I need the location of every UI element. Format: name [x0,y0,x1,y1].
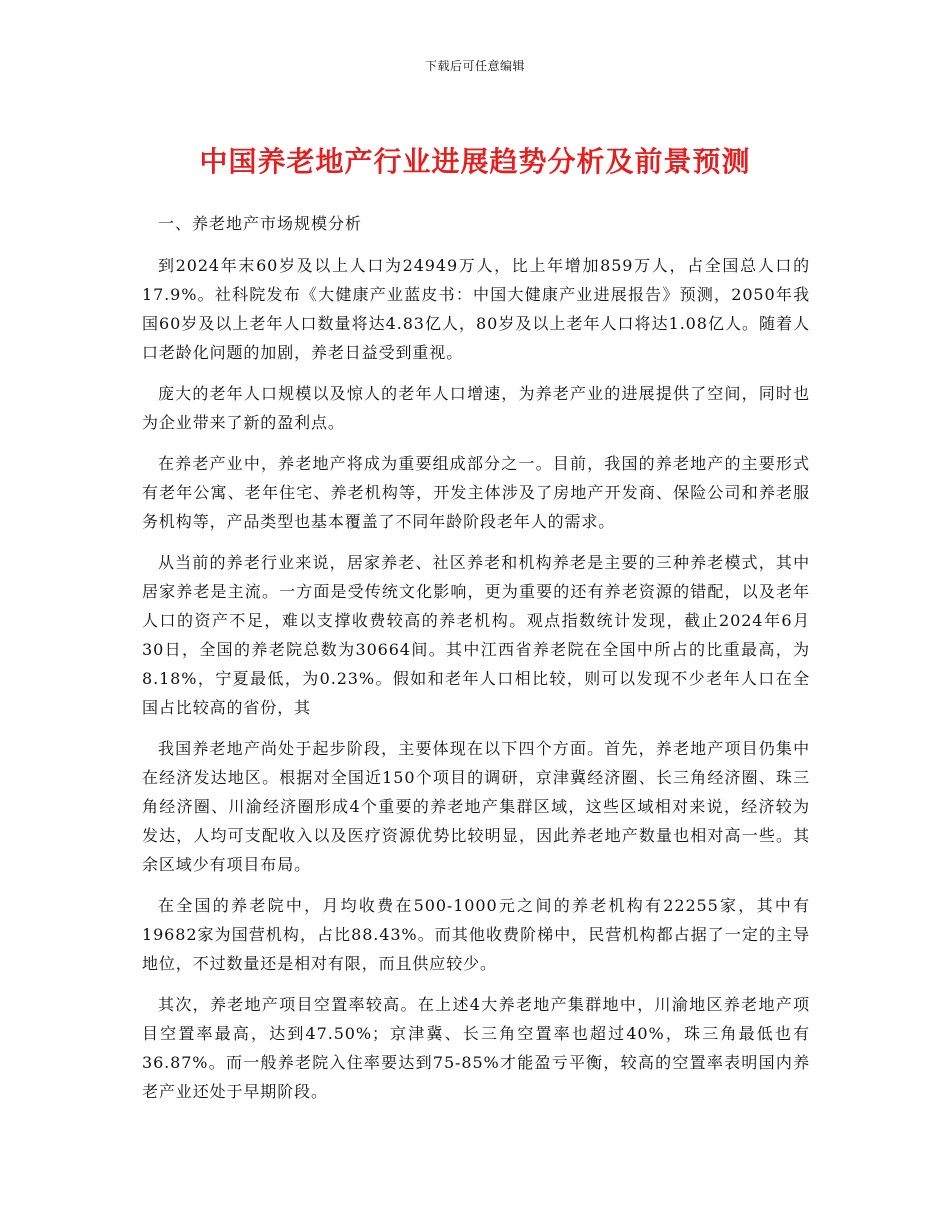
paragraph: 到2024年末60岁及以上人口为24949万人，比上年增加859万人，占全国总人口的17.9%。社科院发布《大健康产业蓝皮书：中国大健康产业进展报告》预测，2050年我国60岁及以上老年人口数量将达4.83亿人，80岁及以上老年人口将达1.08亿人。随着人口老龄化问题的加剧，养老日益受到重视。 [142,256,810,362]
document-title: 中国养老地产行业进展趋势分析及前景预测 [199,145,751,178]
paragraph: 在养老产业中，养老地产将成为重要组成部分之一。目前，我国的养老地产的主要形式有老年公寓、老年住宅、养老机构等，开发主体涉及了房地产开发商、保险公司和养老服务机构等，产品类型也基本覆盖了不同年龄阶段老年人的需求。 [142,454,810,531]
paragraph: 庞大的老年人口规模以及惊人的老年人口增速，为养老产业的进展提供了空间，同时也为企业带来了新的盈利点。 [142,384,810,432]
section-heading: 一、养老地产市场规模分析 [158,214,363,233]
paragraph: 其次，养老地产项目空置率较高。在上述4大养老地产集群地中，川渝地区养老地产项目空置率最高，达到47.50%；京津冀、长三角空置率也超过40%，珠三角最低也有36.87%。而一般养老院入住率要达到75-85%才能盈亏平衡，较高的空置率表明国内养老产业还处于早期阶段。 [142,995,810,1101]
paragraph: 从当前的养老行业来说，居家养老、社区养老和机构养老是主要的三种养老模式，其中居家养老是主流。一方面是受传统文化影响，更为重要的还有养老资源的错配，以及老年人口的资产不足，难以支撑收费较高的养老机构。观点指数统计发现，截止2024年6月30日，全国的养老院总数为30664间。其中江西省养老院在全国中所占的比重最高，为8.18%，宁夏最低，为0.23%。假如和老年人口相比较，则可以发现不少老年人口在全国占比较高的省份，其 [142,553,810,717]
paragraph: 我国养老地产尚处于起步阶段，主要体现在以下四个方面。首先，养老地产项目仍集中在经济发达地区。根据对全国近150个项目的调研，京津冀经济圈、长三角经济圈、珠三角经济圈、川渝经济圈形成4个重要的养老地产集群区域，这些区域相对来说，经济较为发达，人均可支配收入以及医疗资源优势比较明显，因此养老地产数量也相对高一些。其余区域少有项目布局。 [142,739,810,874]
paragraph: 在全国的养老院中，月均收费在500-1000元之间的养老机构有22255家，其中有19682家为国营机构，占比88.43%。而其他收费阶梯中，民营机构都占据了一定的主导地位，不过数量还是相对有限，而且供应较少。 [142,896,810,973]
header-note: 下载后可任意编辑 [424,59,525,73]
document-body [142,209,810,1118]
